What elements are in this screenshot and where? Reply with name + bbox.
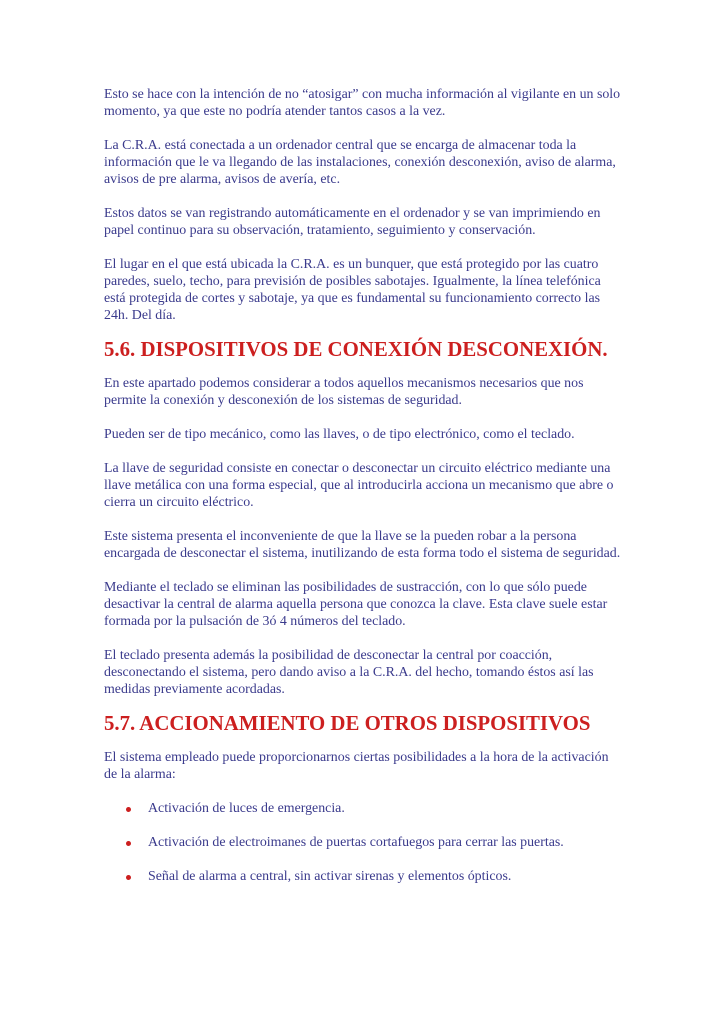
bullet-icon [126, 875, 131, 880]
section-heading: 5.6. DISPOSITIVOS DE CONEXIÓN DESCONEXIÓN. [104, 337, 608, 361]
list-item [104, 868, 624, 885]
list-item-text: Activación de electroimanes de puertas cortafuegos para cerrar las puertas. [148, 835, 564, 850]
paragraph: El lugar en el que está ubicada la C.R.A. es un bunquer, que está protegido por las cuatro paredes, suelo, techo, para previsión de posibles sabotajes. Igualmente, la línea telefónica está protegida de cortes y sabotaje, ya que es fundamental su funcionamiento correcto las 24h. Del día. [104, 257, 601, 323]
paragraph: Este sistema presenta el inconveniente de que la llave se la pueden robar a la persona encargada de desconectar el sistema, inutilizando de esta forma todo el sistema de seguridad. [104, 529, 621, 561]
paragraph: En este apartado podemos considerar a todos aquellos mecanismos necesarios que nos permite la conexión y desconexión de los sistemas de seguridad. [104, 376, 584, 408]
bullet-icon [126, 841, 131, 846]
paragraph: La C.R.A. está conectada a un ordenador central que se encarga de almacenar toda la información que le va llegando de las instalaciones, conexión desconexión, aviso de alarma, avisos de pre alarma, avisos de avería, etc. [104, 138, 616, 187]
bullet-icon [126, 807, 131, 812]
list-item [104, 834, 624, 851]
list-item-text: Activación de luces de emergencia. [148, 801, 345, 816]
list-item-text: Señal de alarma a central, sin activar sirenas y elementos ópticos. [148, 869, 512, 884]
bullet-list [104, 800, 624, 885]
section-heading: 5.7. ACCIONAMIENTO DE OTROS DISPOSITIVOS [104, 711, 591, 735]
list-item [104, 800, 624, 817]
paragraph: La llave de seguridad consiste en conectar o desconectar un circuito eléctrico mediante una llave metálica con una forma especial, que al introducirla acciona un mecanismo que abre o cierra un circuito eléctrico. [104, 461, 614, 510]
paragraph: Mediante el teclado se eliminan las posibilidades de sustracción, con lo que sólo puede desactivar la central de alarma aquella persona que conozca la clave. Esta clave suele estar formada por la pulsación de 3ó 4 números del teclado. [104, 580, 608, 629]
paragraph: Esto se hace con la intención de no “atosigar” con mucha información al vigilante en un solo momento, ya que este no podría atender tantos casos a la vez. [104, 87, 621, 119]
paragraph: Pueden ser de tipo mecánico, como las llaves, o de tipo electrónico, como el teclado. [104, 427, 575, 442]
paragraph: El sistema empleado puede proporcionarnos ciertas posibilidades a la hora de la activación de la alarma: [104, 750, 609, 782]
document-page [104, 86, 624, 902]
paragraph: El teclado presenta además la posibilidad de desconectar la central por coacción, desconectando el sistema, pero dando aviso a la C.R.A. del hecho, tomando éstos así las medidas previamente acordadas. [104, 648, 594, 697]
paragraph: Estos datos se van registrando automáticamente en el ordenador y se van imprimiendo en papel continuo para su observación, tratamiento, seguimiento y conservación. [104, 206, 601, 238]
